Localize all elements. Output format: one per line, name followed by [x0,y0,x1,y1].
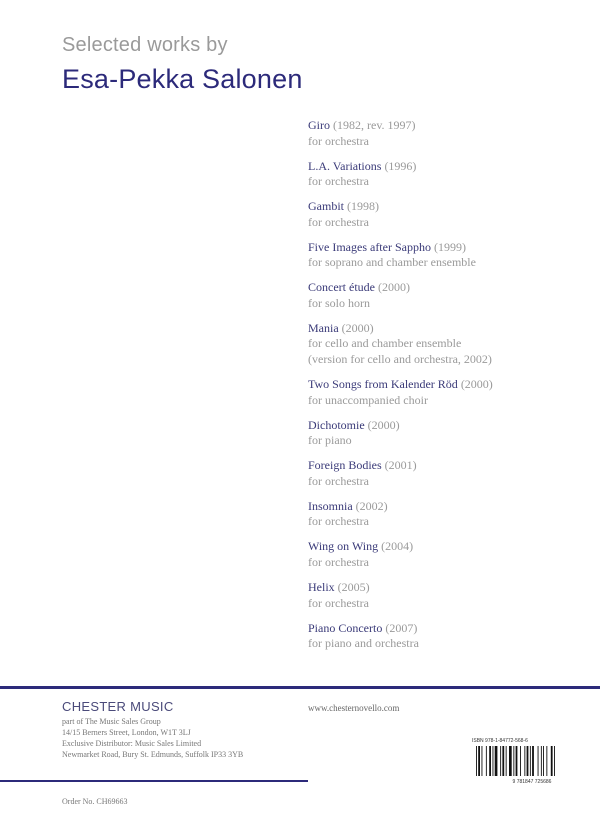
work-item [308,377,593,408]
publisher-line: 14/15 Berners Street, London, W1T 3LJ [62,728,191,737]
barcode-bar [541,746,542,776]
work-instrumentation: for orchestra [308,174,369,189]
barcode-bar [489,746,491,776]
page-heading [62,34,303,95]
publisher-line: Newmarket Road, Bury St. Edmunds, Suffolk IP33 3YB [62,750,244,759]
work-year: (2000) [460,377,493,392]
work-title: Concert étude [308,280,375,295]
work-title: Helix [308,580,335,595]
work-year: (2000) [377,280,410,295]
work-title: Wing on Wing [308,539,379,554]
heading-prefix: Selected works by [62,34,228,56]
work-title: Dichotomie [308,417,365,432]
work-year: (1998) [347,199,379,214]
work-instrumentation: for piano [308,433,352,448]
barcode-bar [520,746,521,776]
work-instrumentation: for solo horn [308,295,370,310]
barcode-bar [516,746,518,776]
work-title: Gambit [308,199,344,214]
barcode-bar [546,746,547,776]
work-item [308,199,593,230]
publisher-website[interactable]: www.chesternovello.com [308,703,400,713]
barcode-bar [493,746,494,776]
footer-rule-bottom [0,780,308,782]
work-year: (2007) [385,620,418,635]
work-instrumentation: for cello and chamber ensemble [308,336,462,351]
work-year: (1982, rev. 1997) [333,118,416,132]
work-year: (2005) [337,580,370,595]
barcode-bar [486,746,487,776]
work-instrumentation: for orchestra [308,554,369,569]
work-instrumentation: for piano and orchestra [308,636,419,651]
work-item [308,499,593,530]
barcode-bar [513,746,514,776]
work-title: Insomnia [308,498,353,513]
barcode-bar [509,746,512,776]
barcode-bar [502,746,504,776]
publisher-block [62,699,243,760]
work-year: (2004) [381,539,414,554]
work-item [308,580,593,611]
work-item [308,458,593,489]
barcode-bar [532,746,534,776]
barcode-bar [500,746,501,776]
works-list [308,118,593,661]
barcode-bar [478,746,480,776]
work-item [308,539,593,570]
barcode-bar [495,746,498,776]
barcode-bar [506,746,507,776]
work-instrumentation: for orchestra [308,214,369,229]
work-year: (2001) [384,458,417,473]
work-title: Piano Concerto [308,620,383,635]
barcode-bar [554,746,555,776]
barcode-bar [524,746,525,776]
work-title: Five Images after Sappho [308,239,431,254]
isbn-number: ISBN 978-1-84772-568-6 [472,738,528,744]
work-instrumentation: for soprano and chamber ensemble [308,255,476,270]
barcode-bar [482,746,483,776]
publisher-name: CHESTER MUSIC [62,699,174,714]
barcode-bar [476,746,477,776]
work-instrumentation: for orchestra [308,514,369,529]
barcode-bar [543,746,544,776]
isbn-barcode-block [472,738,592,784]
barcode-bar [527,746,529,776]
work-instrumentation: for orchestra [308,595,369,610]
barcode-image [472,746,592,784]
work-instrumentation: for unaccompanied choir [308,392,428,407]
work-title: L.A. Variations [308,158,382,173]
barcode-bar [538,746,539,776]
publisher-line: Exclusive Distributor: Music Sales Limited [62,739,202,748]
barcode-bar [530,746,531,776]
work-instrumentation: for orchestra [308,473,369,488]
order-number: Order No. CH69663 [62,797,128,806]
work-year: (2000) [341,320,374,335]
work-item [308,159,593,190]
work-item [308,118,593,149]
work-year: (2002) [355,498,388,513]
publisher-line: part of The Music Sales Group [62,717,161,726]
barcode-bar [551,746,553,776]
composer-name: Esa-Pekka Salonen [62,64,303,94]
work-instrumentation: (version for cello and orchestra, 2002) [308,351,492,366]
work-year: (2000) [367,417,400,432]
work-title: Mania [308,320,339,335]
work-title: Giro [308,118,330,132]
work-year: (1999) [433,239,466,254]
work-instrumentation: for orchestra [308,133,369,148]
work-item [308,621,593,652]
work-title: Two Songs from Kalender Röd [308,377,458,392]
work-title: Foreign Bodies [308,458,382,473]
work-item [308,280,593,311]
work-item [308,418,593,449]
barcode-digits: 9 781847 725686 [512,779,552,784]
work-item [308,240,593,271]
work-year: (1996) [384,158,417,173]
footer-rule-top [0,686,600,689]
work-item [308,321,593,368]
